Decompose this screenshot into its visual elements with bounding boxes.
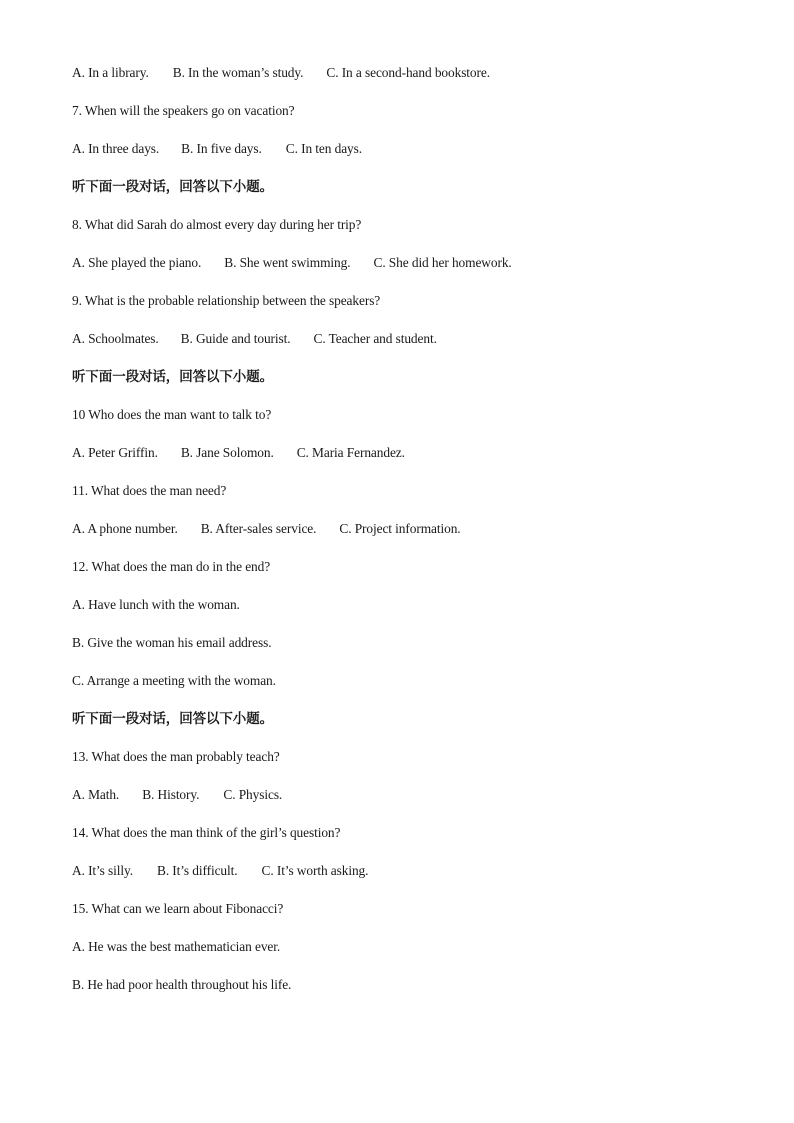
question-text: 13. What does the man probably teach? bbox=[72, 749, 280, 764]
answer-option: B. Guide and tourist. bbox=[180, 331, 291, 346]
answer-option: B. It’s difficult. bbox=[156, 863, 238, 878]
answer-option: C. Teacher and student. bbox=[313, 331, 437, 346]
answer-option: B. In the woman’s study. bbox=[172, 65, 304, 80]
question-text: 8. What did Sarah do almost every day during her trip? bbox=[72, 217, 362, 232]
answer-option: B. She went swimming. bbox=[224, 255, 351, 270]
answer-option: A. She played the piano. bbox=[72, 255, 202, 270]
answer-option: A. In a library. bbox=[72, 65, 149, 80]
answer-option: C. Project information. bbox=[339, 521, 461, 536]
answer-option: C. She did her homework. bbox=[373, 255, 512, 270]
answer-option: A. Math. bbox=[72, 787, 120, 802]
question-text: A. He was the best mathematician ever. bbox=[72, 939, 281, 954]
question-text: A. Have lunch with the woman. bbox=[72, 597, 240, 612]
option-row bbox=[72, 518, 752, 556]
question-text: B. Give the woman his email address. bbox=[72, 635, 272, 650]
section-instruction: 听下面一段对话，回答以下小题。 bbox=[72, 179, 273, 195]
answer-option: C. In a second-hand bookstore. bbox=[326, 65, 490, 80]
answer-option: A. It’s silly. bbox=[72, 863, 133, 878]
exam-page bbox=[72, 62, 752, 1012]
option-row bbox=[72, 62, 752, 100]
section-instruction: 听下面一段对话，回答以下小题。 bbox=[72, 711, 273, 727]
question-text: 15. What can we learn about Fibonacci? bbox=[72, 901, 284, 916]
option-row bbox=[72, 860, 752, 898]
answer-option: C. In ten days. bbox=[285, 141, 362, 156]
option-row bbox=[72, 138, 752, 176]
answer-option: A. Schoolmates. bbox=[72, 331, 159, 346]
answer-option: A. A phone number. bbox=[72, 521, 178, 536]
question-text: B. He had poor health throughout his life. bbox=[72, 977, 292, 992]
answer-option: C. Physics. bbox=[223, 787, 283, 802]
answer-option: A. Peter Griffin. bbox=[72, 445, 158, 460]
question-text: 9. What is the probable relationship between the speakers? bbox=[72, 293, 381, 308]
answer-option: B. After-sales service. bbox=[200, 521, 317, 536]
answer-option: C. It’s worth asking. bbox=[261, 863, 369, 878]
answer-option: B. Jane Solomon. bbox=[180, 445, 274, 460]
answer-option: C. Maria Fernandez. bbox=[296, 445, 405, 460]
question-text: 12. What does the man do in the end? bbox=[72, 559, 271, 574]
answer-option: B. History. bbox=[142, 787, 200, 802]
answer-option: B. In five days. bbox=[181, 141, 262, 156]
option-row bbox=[72, 328, 752, 366]
question-text: 10 Who does the man want to talk to? bbox=[72, 407, 272, 422]
question-text: C. Arrange a meeting with the woman. bbox=[72, 673, 276, 688]
option-row bbox=[72, 784, 752, 822]
question-text: 11. What does the man need? bbox=[72, 483, 227, 498]
answer-option: A. In three days. bbox=[72, 141, 160, 156]
section-instruction: 听下面一段对话，回答以下小题。 bbox=[72, 369, 273, 385]
option-row bbox=[72, 442, 752, 480]
question-text: 7. When will the speakers go on vacation? bbox=[72, 103, 295, 118]
option-row bbox=[72, 252, 752, 290]
question-text: 14. What does the man think of the girl’s question? bbox=[72, 825, 341, 840]
